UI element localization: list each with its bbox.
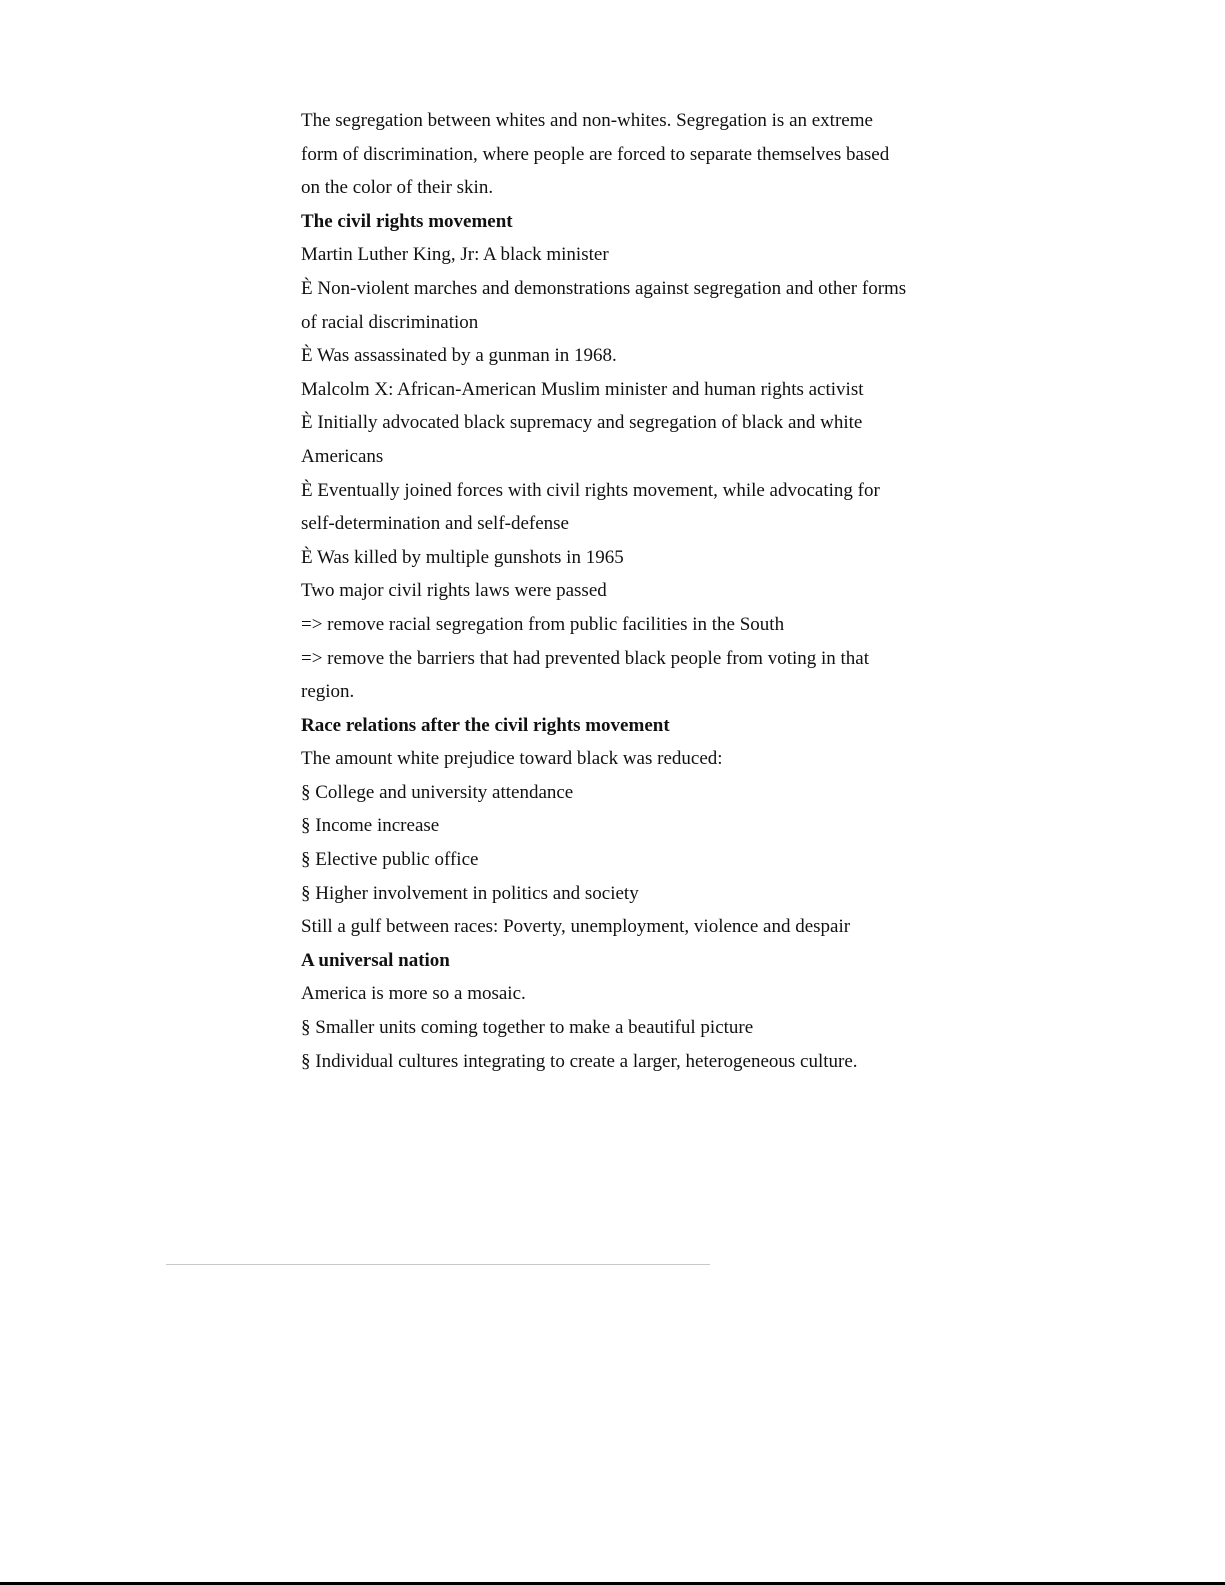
text-line: on the color of their skin. <box>301 177 494 199</box>
text-line: § College and university attendance <box>301 781 574 803</box>
text-line: The amount white prejudice toward black was reduced: <box>301 748 723 770</box>
text-line: => remove racial segregation from public facilities in the South <box>301 613 785 635</box>
text-line: È Was assassinated by a gunman in 1968. <box>301 345 617 367</box>
text-line: Malcolm X: African-American Muslim minister and human rights activist <box>301 378 864 400</box>
text-line: self-determination and self-defense <box>301 513 569 535</box>
text-line: of racial discrimination <box>301 311 479 333</box>
text-line: Martin Luther King, Jr: A black minister <box>301 244 609 266</box>
text-line: region. <box>301 681 355 703</box>
text-line: § Income increase <box>301 815 440 837</box>
text-line: Americans <box>301 445 384 467</box>
text-line: È Initially advocated black supremacy and segregation of black and white <box>301 412 863 434</box>
text-line: America is more so a mosaic. <box>301 983 526 1005</box>
text-line: => remove the barriers that had prevented black people from voting in that <box>301 647 870 669</box>
text-line: È Non-violent marches and demonstrations against segregation and other forms <box>301 277 907 299</box>
section-heading: The civil rights movement <box>301 210 513 232</box>
footnote-separator <box>166 1264 710 1265</box>
text-line: The segregation between whites and non-whites. Segregation is an extreme <box>301 110 873 131</box>
text-line: § Smaller units coming together to make a beautiful picture <box>301 1017 754 1039</box>
text-line: Two major civil rights laws were passed <box>301 580 607 602</box>
text-line: È Eventually joined forces with civil rights movement, while advocating for <box>301 479 880 501</box>
text-line: § Elective public office <box>301 849 479 871</box>
text-line: form of discrimination, where people are forced to separate themselves based <box>301 143 890 165</box>
text-line: Still a gulf between races: Poverty, unemployment, violence and despair <box>301 916 851 938</box>
section-heading: Race relations after the civil rights movement <box>301 714 670 736</box>
document-body <box>301 104 941 1078</box>
text-line: § Individual cultures integrating to create a larger, heterogeneous culture. <box>301 1050 858 1072</box>
text-line: È Was killed by multiple gunshots in 1965 <box>301 546 624 568</box>
section-heading: A universal nation <box>301 949 450 971</box>
text-line: § Higher involvement in politics and society <box>301 882 639 904</box>
